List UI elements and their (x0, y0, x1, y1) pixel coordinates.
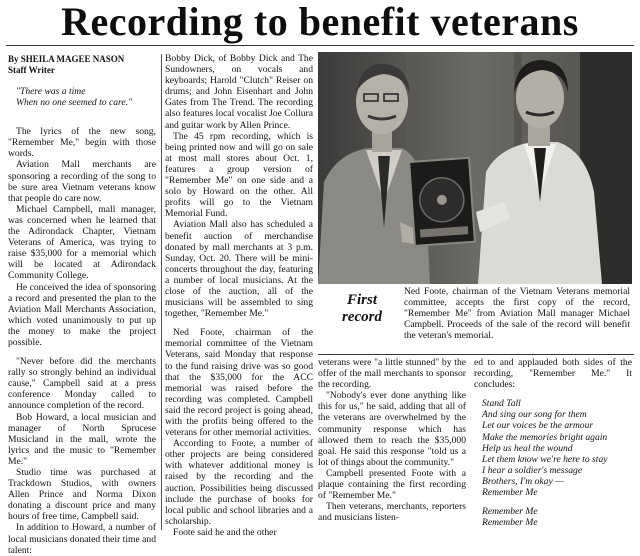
article-column-4 (474, 357, 632, 528)
plaque (409, 158, 475, 246)
lyric-line: Let our voices be the armour (482, 420, 594, 432)
paragraph: According to Foote, a number of other projects are being considered with whatever additional money is raised by the recording and the auction. Possibilities being discussed include the purchase of books for local public and school libraries and a scholarship. (165, 438, 313, 527)
paragraph: veterans were "a little stunned" by the offer of the mall merchants to sponsor the recording. (318, 357, 466, 391)
pull-quote-line-2: When no one seemed to care." (16, 97, 133, 109)
byline: By SHEILA MAGEE NASON (8, 54, 125, 64)
caption-heading (324, 292, 400, 326)
paragraph: The lyrics of the new song, "Remember Me," begin with those words. (8, 126, 156, 160)
paragraph: Bobby Dick, of Bobby Dick and The Sundowners, on vocals and keyboards; Harold "Clutch" Reiser on drums; and John Eisenhart and John Gates from The Trend. The recording also features local vocalist Joe Collura and guitar work by Allen Prince. (165, 53, 313, 131)
paragraph: Aviation Mall also has scheduled a benefit auction of merchandise donated by mall merchants at 3 p.m. Sunday, Oct. 20. There will be mini-concerts throughout the day, featuring a number of local musicians. At the close of the auction, all of the musicians will be assembled to sing together, "Remember Me." (165, 219, 313, 320)
column-divider (161, 54, 162, 530)
lyric-line: Stand Tall (482, 398, 521, 410)
paragraph: "Never before did the merchants rally so strongly behind an individual cause," Campbell said at a press conference Monday called to announce completion of the record. (8, 356, 156, 412)
headline: Recording to benefit veterans (61, 0, 579, 44)
lyric-line: Remember Me (482, 487, 538, 499)
photo (318, 52, 632, 284)
headline-rule (6, 45, 634, 46)
paragraph: The 45 rpm recording, which is being printed now and will go on sale at most mall stores about Oct. 1, features a group version of "Remember Me" on one side and a solo by Howard on the other. All profits will go to the Vietnam Memorial Fund. (165, 130, 313, 220)
paragraph: Campbell presented Foote with a plaque containing the first recording of "Remember Me." (318, 467, 466, 502)
paragraph: Michael Campbell, mall manager, was concerned when he learned that the Adirondack Chapter, Vietnam Veterans of America, was trying to raise $35,000 for a memorial which will be located at Adirondack Community College. (8, 203, 156, 282)
caption-heading-line-1: First (346, 292, 377, 308)
byline-role: Staff Writer (8, 65, 55, 75)
photo-illustration (318, 52, 632, 284)
caption-heading-line-2: record (342, 309, 382, 325)
paragraph: Then veterans, merchants, reporters and musicians listen- (318, 501, 466, 524)
paragraph: "Nobody's ever done anything like this for us," he said, adding that all of the veterans are overwhelmed by the community response which has allowed them to reach the $35,000 goal. He said this response "told us a lot of things about the community." (318, 390, 466, 468)
paragraph: Bob Howard, a local musician and manager of North Sprucese Musicland in the mall, wrote the lyrics and the music to "Remember Me." (8, 411, 156, 467)
paragraph: In addition to Howard, a number of local musicians donated their time and talent: (8, 522, 156, 556)
article-column-2 (165, 53, 313, 538)
lyric-line: And sing our song for them (482, 409, 587, 421)
lyric-line: I hear a soldier's message (482, 464, 583, 476)
paragraph: Ned Foote, chairman of the memorial committee of the Vietnam Veterans, said Monday that response to the fund raising drive was so good that the $35,000 for the ACC memorial was raised before the recording was completed. Campbell said the record project is going ahead, with the profits being offered to the veterans for other memorial activities. (165, 327, 313, 439)
lyric-line: Brothers, I'm okay — (482, 475, 564, 487)
lyric-line: Let them know we're here to stay (482, 453, 608, 465)
article-column-1 (8, 54, 156, 556)
paragraph: He conceived the idea of sponsoring a record and presented the plan to the Aviation Mall Merchants Association, which voted unanimously to put up the money to make the project possible. (8, 281, 156, 348)
lyric-line: Remember Me (482, 517, 538, 529)
paragraph: ed to and applauded both sides of the recording, "Remember Me." It concludes: (474, 357, 632, 391)
lyric-line: Help us heal the wound (482, 442, 573, 454)
paragraph: Aviation Mall merchants are sponsoring a recording of the song to be sure area Vietnam veterans know that people do care now. (8, 159, 156, 204)
paragraph: Studio time was purchased at Trackdown Studios, with owners Allen Prince and Norma Dixon donating a discount price and many hours of free time, Campbell said. (8, 467, 156, 523)
photo-caption: Ned Foote, chairman of the Vietnam Veterans memorial committee, accepts the first copy of the record, "Remember Me" from Aviation Mall manager Michael Campbell. Proceeds of the sale of the record will benefit the veteran's memorial. (404, 286, 630, 342)
paragraph: Foote said he and the other (173, 526, 277, 538)
lyric-line: Make the memories bright again (482, 431, 608, 443)
caption-rule (318, 354, 634, 355)
lyric-line: Remember Me (482, 506, 538, 518)
article-column-3 (318, 357, 466, 523)
pull-quote-line-1: "There was a time (16, 86, 86, 97)
